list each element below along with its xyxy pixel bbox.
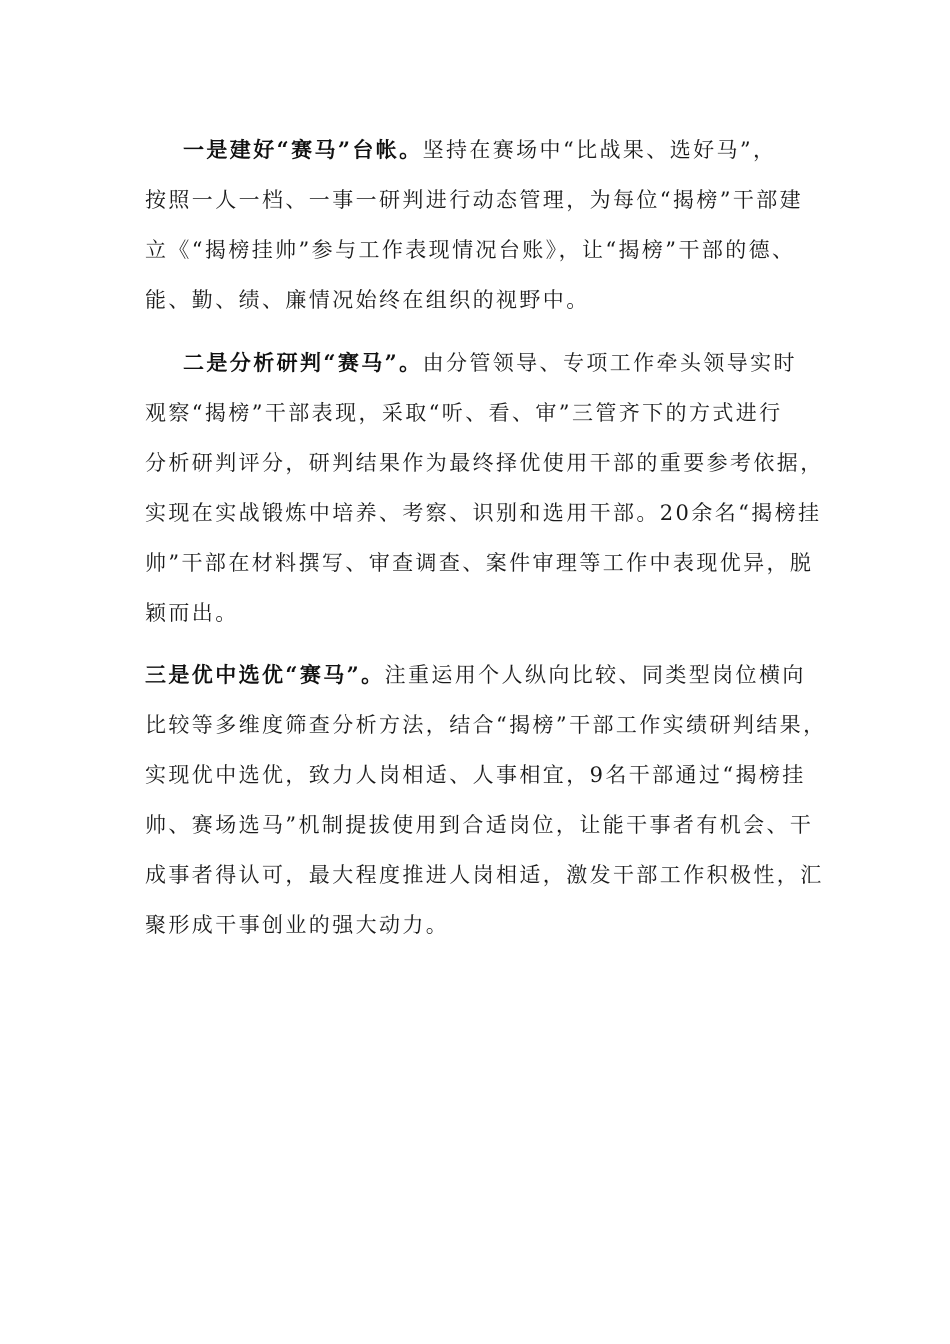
paragraph-1-line-4: 能、勤、绩、廉情况始终在组织的视野中。 [145, 288, 590, 312]
paragraph-2-line-4: 实现在实战锻炼中培养、考察、识别和选用干部。20余名“揭榜挂 [145, 501, 822, 525]
paragraph-2-line-5: 帅”干部在材料撰写、审查调查、案件审理等工作中表现优异，脱 [145, 551, 814, 575]
paragraph-1-lead: 一是建好“赛马”台帐。 [183, 137, 423, 162]
paragraph-3-text: 注重运用个人纵向比较、同类型岗位横向 [384, 663, 806, 687]
paragraph-3-line-4: 帅、赛场选马”机制提拔使用到合适岗位，让能干事者有机会、干 [145, 813, 814, 837]
paragraph-2-text: 由分管领导、专项工作牵头领导实时 [422, 351, 797, 375]
paragraph-3-line-2: 比较等多维度筛查分析方法，结合“揭榜”干部工作实绩研判结果， [145, 713, 827, 737]
paragraph-1-line-2: 按照一人一档、一事一研判进行动态管理，为每位“揭榜”干部建 [145, 188, 804, 212]
paragraph-3-line-1 [145, 662, 806, 688]
paragraph-1-text: 坚持在赛场中“比战果、选好马”， [422, 138, 777, 162]
paragraph-1-line-1 [183, 137, 776, 163]
paragraph-2-line-3: 分析研判评分，研判结果作为最终择优使用干部的重要参考依据， [145, 451, 824, 475]
paragraph-2-line-6: 颖而出。 [145, 601, 239, 625]
paragraph-3-line-6: 聚形成干事创业的强大动力。 [145, 913, 450, 937]
paragraph-3-line-5: 成事者得认可，最大程度推进人岗相适，激发干部工作积极性，汇 [145, 863, 824, 887]
paragraph-2-lead: 二是分析研判“赛马”。 [183, 350, 423, 375]
paragraph-2-line-1 [183, 350, 797, 376]
paragraph-1-line-3: 立《“揭榜挂帅”参与工作表现情况台账》，让“揭榜”干部的德、 [145, 238, 796, 262]
paragraph-3-lead: 三是优中选优“赛马”。 [145, 662, 385, 687]
paragraph-3-line-3: 实现优中选优，致力人岗相适、人事相宜，9名干部通过“揭榜挂 [145, 763, 806, 787]
paragraph-2-line-2: 观察“揭榜”干部表现，采取“听、看、审”三管齐下的方式进行 [145, 401, 783, 425]
